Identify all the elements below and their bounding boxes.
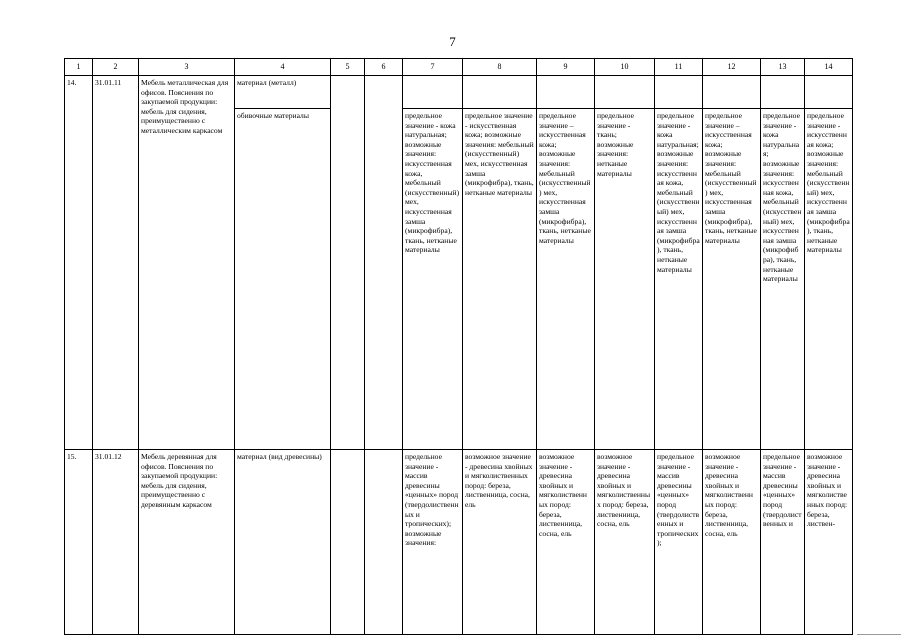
table-row (65, 76, 853, 109)
page-number: 7 (449, 34, 456, 49)
header-cell: 3 (139, 59, 235, 76)
empty-cell (761, 76, 805, 109)
header-cell: 8 (463, 59, 537, 76)
empty-cell (537, 76, 595, 109)
characteristic: материал (вид древесины) (235, 450, 331, 635)
value-cell: возможное значение - древесина хвойных и мягколиственных пород: береза, лиственница, сосна, ель (463, 450, 537, 635)
value-cell: предельное значение - искусственная кожа; возможные значения: мебельный (искусственный) мех, искусственная замша (микрофибра), ткань, нетканые материалы (805, 109, 853, 450)
row-number: 14. (65, 76, 93, 450)
value-cell: предельное значение - ткань; возможные значения: нетканые материалы (595, 109, 655, 450)
value-cell: возможное значение - древесина хвойных и мягколиственных пород: береза, листвен- (805, 450, 853, 635)
empty-cell (365, 76, 403, 109)
characteristic: материал (металл) (235, 76, 331, 109)
header-cell: 1 (65, 59, 93, 76)
empty-cell (463, 76, 537, 109)
value-cell: предельное значение - массив древесины «ценных» пород (твердолиственных и тропических); (655, 450, 703, 635)
empty-cell (331, 450, 365, 635)
value-cell: предельное значение - кожа натуральная; возможные значения: искусственная кожа, мебельный (искусственный) мех, искусственная замша (микрофибра), ткань, нетканые материалы (761, 109, 805, 450)
header-cell: 14 (805, 59, 853, 76)
empty-cell (703, 76, 761, 109)
value-cell: возможное значение - древесина хвойных и мягколиственных пород: береза, лиственница, сосна, ель (537, 450, 595, 635)
value-cell: предельное значение - кожа натуральная; возможные значения: искусственная кожа, мебельный (искусственный) мех, искусственная замша (микрофибра), ткань, нетканые материалы (403, 109, 463, 450)
empty-cell (403, 76, 463, 109)
table-row (65, 450, 853, 635)
row-number: 15. (65, 450, 93, 635)
value-cell: предельное значение - массив древесины «ценных» пород (твердолиственных и тропических); возможные значения: (403, 450, 463, 635)
value-cell: предельное значение – искусственная кожа; возможные значения: мебельный (искусственный) мех, искусственная замша (микрофибра), ткань, нетканые материалы (537, 109, 595, 450)
empty-cell (365, 109, 403, 450)
empty-cell (365, 450, 403, 635)
header-cell: 7 (403, 59, 463, 76)
product-name: Мебель деревянная для офисов. Пояснения по закупаемой продукции: мебель для сидения, преимущественно с деревянным каркасом (139, 450, 235, 635)
value-cell: предельное значение - кожа натуральная; возможные значения: искусственная кожа, мебельный (искусственный) мех, искусственная замша (микрофибра), ткань, нетканые материалы (655, 109, 703, 450)
header-cell: 5 (331, 59, 365, 76)
value-cell: предельное значение - массив древесины «ценных» пород (твердолиственных и (761, 450, 805, 635)
value-cell: предельное значение - искусственная кожа; возможные значения: мебельный (искусственный) мех, искусственная замша (микрофибра), ткань, нетканые материалы (463, 109, 537, 450)
header-cell: 6 (365, 59, 403, 76)
characteristic: обивочные материалы (235, 109, 331, 450)
header-row (65, 59, 853, 76)
value-cell: возможное значение - древесина хвойных и мягколиственных пород: береза, лиственница, сосна, ель (595, 450, 655, 635)
empty-cell (331, 109, 365, 450)
header-cell: 13 (761, 59, 805, 76)
header-cell: 10 (595, 59, 655, 76)
header-cell: 12 (703, 59, 761, 76)
value-cell: возможное значение - древесина хвойных и мягколиственных пород: береза, лиственница, сосна, ель (703, 450, 761, 635)
header-cell: 11 (655, 59, 703, 76)
header-cell: 4 (235, 59, 331, 76)
procurement-table (64, 58, 853, 635)
header-cell: 2 (93, 59, 139, 76)
product-name: Мебель металлическая для офисов. Пояснения по закупаемой продукции: мебель для сидения, преимущественно с металлическим каркасом (139, 76, 235, 450)
okpd-code: 31.01.11 (93, 76, 139, 450)
value-cell: предельное значение – искусственная кожа; возможные значения: мебельный (искусственный) мех, искусственная замша (микрофибра), ткань, нетканые материалы (703, 109, 761, 450)
empty-cell (331, 76, 365, 109)
empty-cell (595, 76, 655, 109)
okpd-code: 31.01.12 (93, 450, 139, 635)
empty-cell (655, 76, 703, 109)
scan-edge-line (857, 634, 901, 635)
empty-cell (805, 76, 853, 109)
header-cell: 9 (537, 59, 595, 76)
